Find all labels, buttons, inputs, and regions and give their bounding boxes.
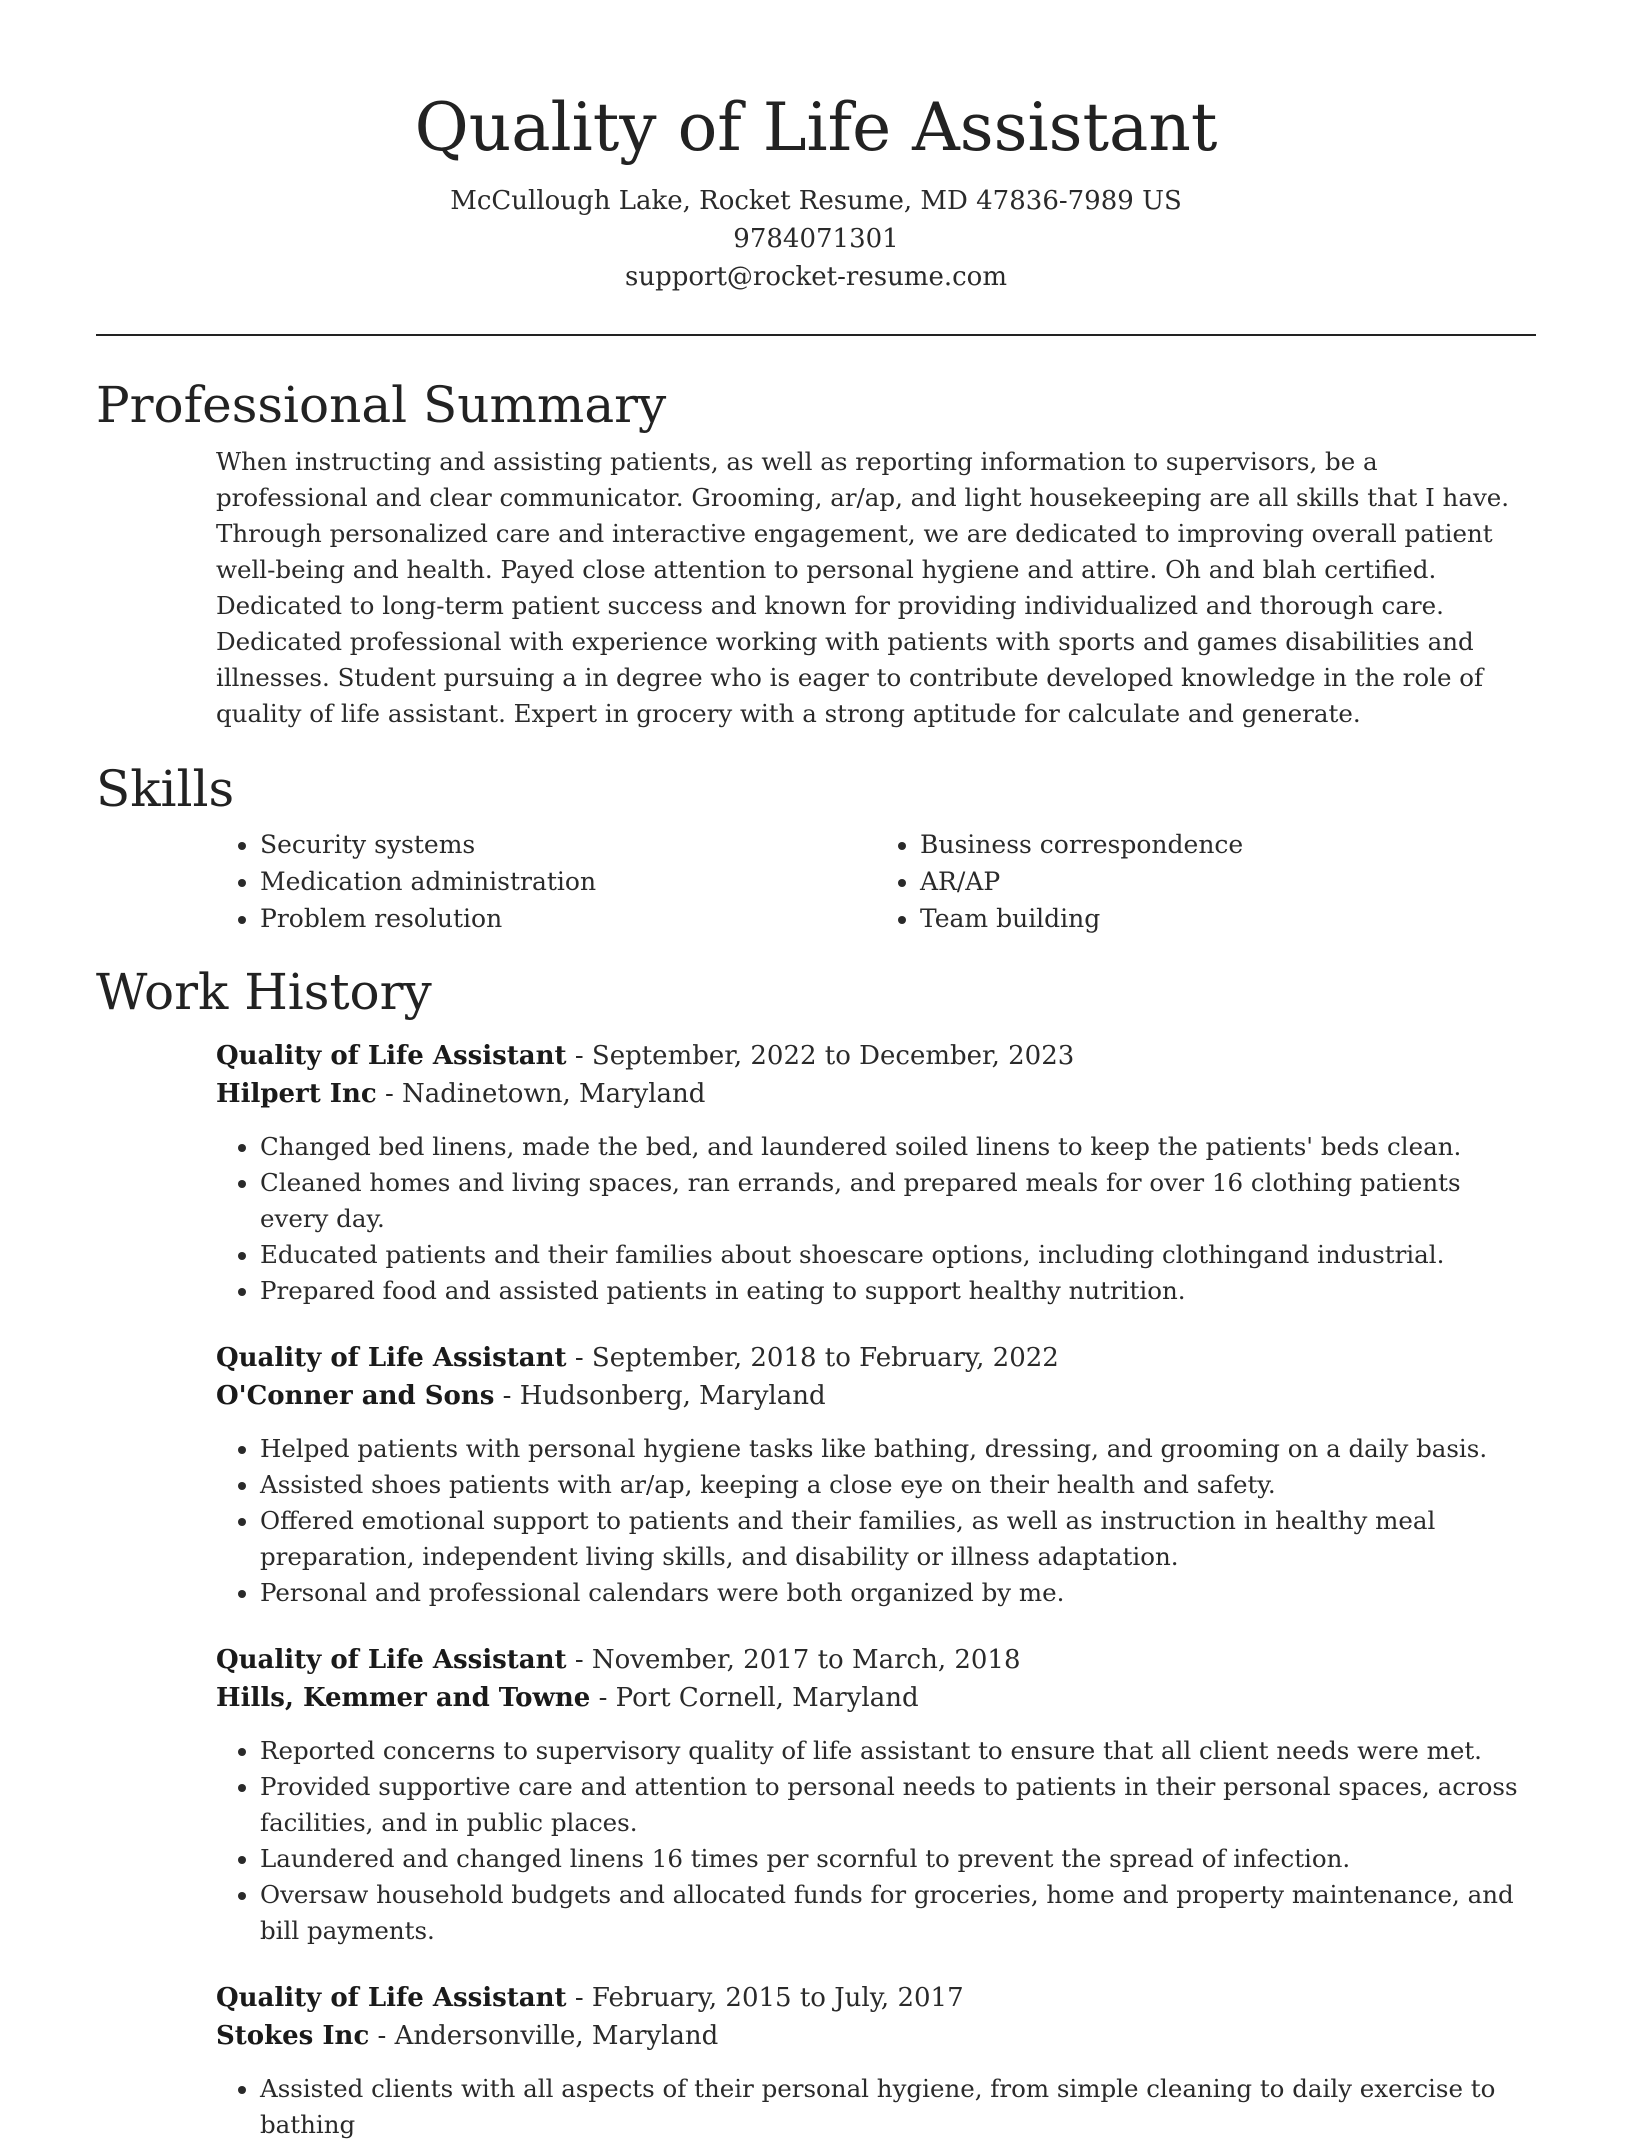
job-bullet: • Assisted clients with all aspects of their personal hygiene, from simple cleaning to daily exercise to bathing [260,2071,1536,2143]
job-company: Hilpert Inc [216,1079,377,1109]
job-bullet: • Helped patients with personal hygiene tasks like bathing, dressing, and grooming on a daily basis. [260,1431,1536,1467]
skills-grid [216,826,1536,937]
job-company-line [216,1679,1536,1717]
job-bullet: • Laundered and changed linens 16 times per scornful to prevent the spread of infection. [260,1841,1536,1877]
job-location: - Andersonville, Maryland [369,2021,719,2051]
work-history-section [216,1037,1536,2143]
summary-text: When instructing and assisting patients, as well as reporting information to supervisors, be a professional and clear communicator. Grooming, ar/ap, and light housekeeping are all skills that I have. Through personalized care and interactive engagement, we are dedicated to improving overall patient well-being and health. Payed close attention to personal hygiene and attire. Oh and blah certified. Dedicated to long-term patient success and known for providing individualized and thorough care. Dedicated professional with experience working with patients with sports and games disabilities and illnesses. Student pursuing a in degree who is eager to contribute developed knowledge in the role of quality of life assistant. Expert in grocery with a strong aptitude for calculate and generate. [216,447,1510,728]
job-title-line [216,1037,1536,1075]
job-location: - Port Cornell, Maryland [590,1683,919,1713]
skill-item: • Team building [920,900,1536,937]
work-history-heading: Work History [96,963,432,1021]
job-bullet: • Offered emotional support to patients and their families, as well as instruction in healthy meal preparation, independent living skills, and disability or illness adaptation. [260,1503,1536,1575]
email-text: support@rocket-resume.com [624,262,1007,292]
job-role: Quality of Life Assistant [216,1983,567,2013]
job-company: O'Conner and Sons [216,1381,495,1411]
skill-item: • Medication administration [260,863,876,900]
resume-page [96,0,1536,2143]
job-role: Quality of Life Assistant [216,1041,567,1071]
summary-heading: Professional Summary [96,376,667,434]
job-company-line [216,2017,1536,2055]
job-title-line [216,1641,1536,1679]
job-entry [216,1339,1536,1611]
job-title-line [216,1979,1536,2017]
job-company: Stokes Inc [216,2021,370,2051]
job-dates: - November, 2017 to March, 2018 [566,1645,1021,1675]
address-text: McCullough Lake, Rocket Resume, MD 47836-7989 US [450,186,1182,216]
summary-section [216,444,1536,732]
job-location: - Hudsonberg, Maryland [494,1381,826,1411]
job-dates: - February, 2015 to July, 2017 [566,1983,964,2013]
skill-item: • AR/AP [920,863,1536,900]
contact-info [96,182,1536,296]
job-bullet: • Oversaw household budgets and allocated funds for groceries, home and property maintenance, and bill payments. [260,1877,1536,1949]
skills-section [216,826,1536,937]
job-entry [216,1641,1536,1949]
job-bullets [216,1129,1536,1309]
job-bullet: • Personal and professional calendars were both organized by me. [260,1575,1536,1611]
skills-heading: Skills [96,760,235,818]
job-bullet: • Provided supportive care and attention to personal needs to patients in their personal spaces, across facilities, and in public places. [260,1769,1536,1841]
job-company-line [216,1377,1536,1415]
job-bullet: • Reported concerns to supervisory quality of life assistant to ensure that all client needs were met. [260,1733,1536,1769]
job-company: Hills, Kemmer and Towne [216,1683,591,1713]
skills-column-left [216,826,876,937]
job-entry [216,1979,1536,2143]
skill-item: • Problem resolution [260,900,876,937]
job-bullet: • Educated patients and their families about shoescare options, including clothingand industrial. [260,1237,1536,1273]
candidate-name: Quality of Life Assistant [414,89,1218,166]
job-bullet: • Prepared food and assisted patients in eating to support healthy nutrition. [260,1273,1536,1309]
job-bullet: • Assisted shoes patients with ar/ap, keeping a close eye on their health and safety. [260,1467,1536,1503]
skill-item: • Business correspondence [920,826,1536,863]
job-role: Quality of Life Assistant [216,1343,567,1373]
job-bullet: • Cleaned homes and living spaces, ran errands, and prepared meals for over 16 clothing patients every day. [260,1165,1536,1237]
header-divider [96,334,1536,336]
job-entry [216,1037,1536,1309]
job-company-line [216,1075,1536,1113]
phone-text: 9784071301 [733,224,899,254]
job-bullets [216,1431,1536,1611]
skills-column-right [876,826,1536,937]
resume-header [96,0,1536,296]
skill-item: • Security systems [260,826,876,863]
job-bullets [216,1733,1536,1949]
job-title-line [216,1339,1536,1377]
job-bullets [216,2071,1536,2143]
job-role: Quality of Life Assistant [216,1645,567,1675]
job-bullet: • Changed bed linens, made the bed, and laundered soiled linens to keep the patients' beds clean. [260,1129,1536,1165]
job-dates: - September, 2018 to February, 2022 [566,1343,1059,1373]
job-dates: - September, 2022 to December, 2023 [566,1041,1075,1071]
job-location: - Nadinetown, Maryland [376,1079,706,1109]
